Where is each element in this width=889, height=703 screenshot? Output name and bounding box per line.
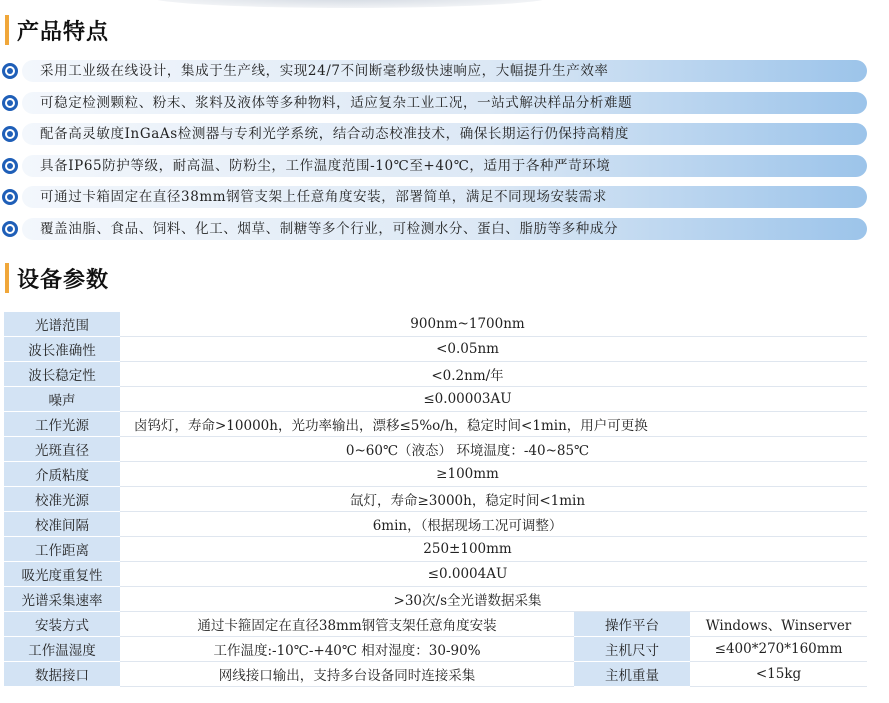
bullet-circle-icon xyxy=(2,126,18,142)
bullet-circle-icon xyxy=(2,95,18,111)
section-title-params xyxy=(5,262,109,294)
param-value: ≤0.00003AU xyxy=(120,387,867,412)
bullet-circle-icon xyxy=(2,158,18,174)
param-value: ≤400*270*160mm xyxy=(690,637,867,662)
param-value: 氙灯，寿命≥3000h，稳定时间<1min xyxy=(120,487,867,512)
param-label: 数据接口 xyxy=(4,662,120,687)
param-label: 操作平台 xyxy=(574,612,690,637)
table-row xyxy=(4,612,867,637)
param-label: 波长稳定性 xyxy=(4,362,120,387)
param-label: 光谱范围 xyxy=(4,312,120,337)
param-label: 校准间隔 xyxy=(4,512,120,537)
feature-text: 配备高灵敏度InGaAs检测器与专利光学系统，结合动态校准技术，确保长期运行仍保持高精度 xyxy=(40,126,629,143)
param-label: 介质粘度 xyxy=(4,462,120,487)
param-value: 0~60℃（液态） 环境温度：-40~85℃ xyxy=(120,437,867,462)
param-value: <15kg xyxy=(690,662,867,687)
table-row xyxy=(4,662,867,687)
param-value: ≥100mm xyxy=(120,462,867,487)
section-title-features xyxy=(5,14,109,46)
table-row xyxy=(4,537,867,562)
feature-item xyxy=(0,60,889,82)
param-value: 网线接口输出，支持多台设备同时连接采集 xyxy=(120,662,574,687)
table-row xyxy=(4,512,867,537)
param-label: 光斑直径 xyxy=(4,437,120,462)
feature-item xyxy=(0,123,889,145)
feature-item xyxy=(0,155,889,177)
params-table xyxy=(4,312,867,687)
title-accent-bar xyxy=(5,263,9,293)
param-value: <0.2nm/年 xyxy=(120,362,867,387)
section-title-text: 产品特点 xyxy=(17,19,110,45)
bullet-circle-icon xyxy=(2,63,18,79)
bullet-circle-icon xyxy=(2,189,18,205)
section-title-text: 设备参数 xyxy=(17,267,110,293)
table-row xyxy=(4,637,867,662)
param-value: 900nm~1700nm xyxy=(120,312,867,337)
feature-text: 覆盖油脂、食品、饲料、化工、烟草、制糖等多个行业，可检测水分、蛋白、脂肪等多种成分 xyxy=(40,220,619,237)
param-value: 工作温度:-10℃-+40℃ 相对湿度：30-90% xyxy=(120,637,574,662)
table-row xyxy=(4,412,867,437)
table-row xyxy=(4,562,867,587)
title-accent-bar xyxy=(5,15,9,45)
param-value: >30次/s全光谱数据采集 xyxy=(120,587,867,612)
param-label: 波长准确性 xyxy=(4,337,120,362)
table-row xyxy=(4,587,867,612)
table-row xyxy=(4,387,867,412)
param-label: 主机重量 xyxy=(574,662,690,687)
feature-list xyxy=(0,60,889,250)
param-label: 工作距离 xyxy=(4,537,120,562)
feature-item xyxy=(0,218,889,240)
param-label: 吸光度重复性 xyxy=(4,562,120,587)
param-label: 校准光源 xyxy=(4,487,120,512)
feature-text: 可稳定检测颗粒、粉末、浆料及液体等多种物料，适应复杂工业工况，一站式解决样品分析难题 xyxy=(40,94,633,111)
param-value: <0.05nm xyxy=(120,337,867,362)
param-label: 工作光源 xyxy=(4,412,120,437)
table-row xyxy=(4,337,867,362)
param-value: 250±100mm xyxy=(120,537,867,562)
param-value: ≤0.0004AU xyxy=(120,562,867,587)
param-label: 主机尺寸 xyxy=(574,637,690,662)
param-label: 工作温湿度 xyxy=(4,637,120,662)
bullet-circle-icon xyxy=(2,221,18,237)
feature-text: 具备IP65防护等级，耐高温、防粉尘，工作温度范围-10℃至+40℃，适用于各种严苛环境 xyxy=(40,157,611,174)
table-row xyxy=(4,462,867,487)
feature-text: 采用工业级在线设计，集成于生产线，实现24/7不间断毫秒级快速响应，大幅提升生产效率 xyxy=(40,63,609,79)
table-row xyxy=(4,487,867,512)
top-decoration xyxy=(150,0,550,8)
table-row xyxy=(4,437,867,462)
feature-item xyxy=(0,92,889,114)
param-label: 噪声 xyxy=(4,387,120,412)
param-value: Windows、Winserver xyxy=(690,612,867,637)
param-value: 通过卡箍固定在直径38mm钢管支架任意角度安装 xyxy=(120,612,574,637)
param-label: 安装方式 xyxy=(4,612,120,637)
param-value: 卤钨灯，寿命>10000h，光功率输出，漂移≤5%o/h，稳定时间<1min，用户可更换 xyxy=(120,412,867,437)
feature-item xyxy=(0,186,889,208)
param-label: 光谱采集速率 xyxy=(4,587,120,612)
feature-text: 可通过卡箱固定在直径38mm钢管支架上任意角度安装，部署简单，满足不同现场安装需求 xyxy=(40,189,607,206)
table-row xyxy=(4,362,867,387)
table-row xyxy=(4,312,867,337)
param-value: 6min，（根据现场工况可调整） xyxy=(120,512,867,537)
